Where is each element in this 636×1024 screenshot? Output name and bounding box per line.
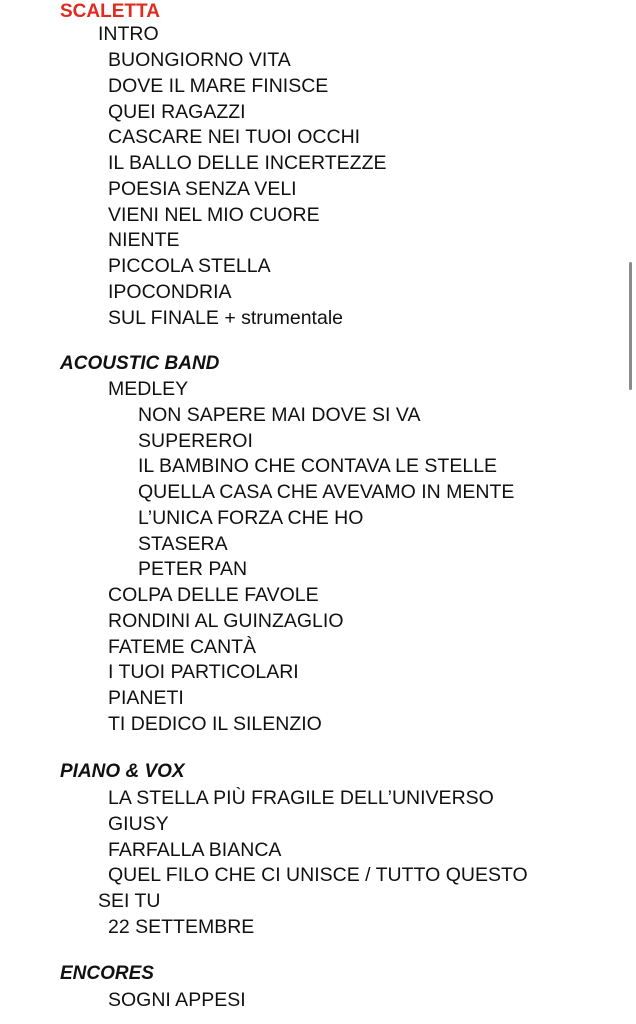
song-title: PICCOLA STELLA [108,255,271,277]
medley-item: L’UNICA FORZA CHE HO [138,506,364,529]
scrollbar[interactable] [629,262,632,390]
song-title: QUEL FILO CHE CI UNISCE / TUTTO QUESTO [108,864,528,887]
song-title: CASCARE NEI TUOI OCCHI [108,126,361,149]
song-title: NIENTE [108,229,180,252]
medley-item: PETER PAN [138,558,248,581]
song-title: IPOCONDRIA [108,280,232,303]
song-title: GIUSY [108,812,169,835]
medley-item: STASERA [138,532,228,555]
song-title: SOGNI APPESI [108,989,246,1011]
song-title: SEI TU [98,890,161,912]
song-title: MEDLEY [108,378,189,400]
song-title: POESIA SENZA VELI [108,177,297,200]
song-title: 22 SETTEMBRE [108,915,255,938]
song-title: SUL FINALE + strumentale [108,306,343,329]
song-title: FATEME CANTÀ [108,635,257,658]
section-title-acoustic: ACOUSTIC BAND [60,353,220,374]
song-title: IL BALLO DELLE INCERTEZZE [108,152,387,174]
song-title: COLPA DELLE FAVOLE [108,584,319,606]
song-title: FARFALLA BIANCA [108,838,282,861]
song-title: PIANETI [108,687,184,709]
song-title: QUEI RAGAZZI [108,100,246,123]
song-title: RONDINI AL GUINZAGLIO [108,609,344,632]
medley-item: QUELLA CASA CHE AVEVAMO IN MENTE [138,481,515,503]
song-title: DOVE IL MARE FINISCE [108,74,329,97]
medley-item: SUPEREROI [138,429,253,452]
song-title: LA STELLA PIÙ FRAGILE DELL’UNIVERSO [108,787,494,809]
section-title-piano: PIANO & VOX [60,761,185,782]
song-title: VIENI NEL MIO CUORE [108,203,320,226]
section-title-encores: ENCORES [60,963,154,984]
medley-item: NON SAPERE MAI DOVE SI VA [138,403,421,426]
song-title: TI DEDICO IL SILENZIO [108,712,322,735]
intro-line: INTRO [98,23,159,45]
page-title: SCALETTA [60,1,160,22]
song-title: BUONGIORNO VITA [108,49,291,71]
song-title: I TUOI PARTICOLARI [108,661,299,684]
medley-item: IL BAMBINO CHE CONTAVA LE STELLE [138,455,498,478]
